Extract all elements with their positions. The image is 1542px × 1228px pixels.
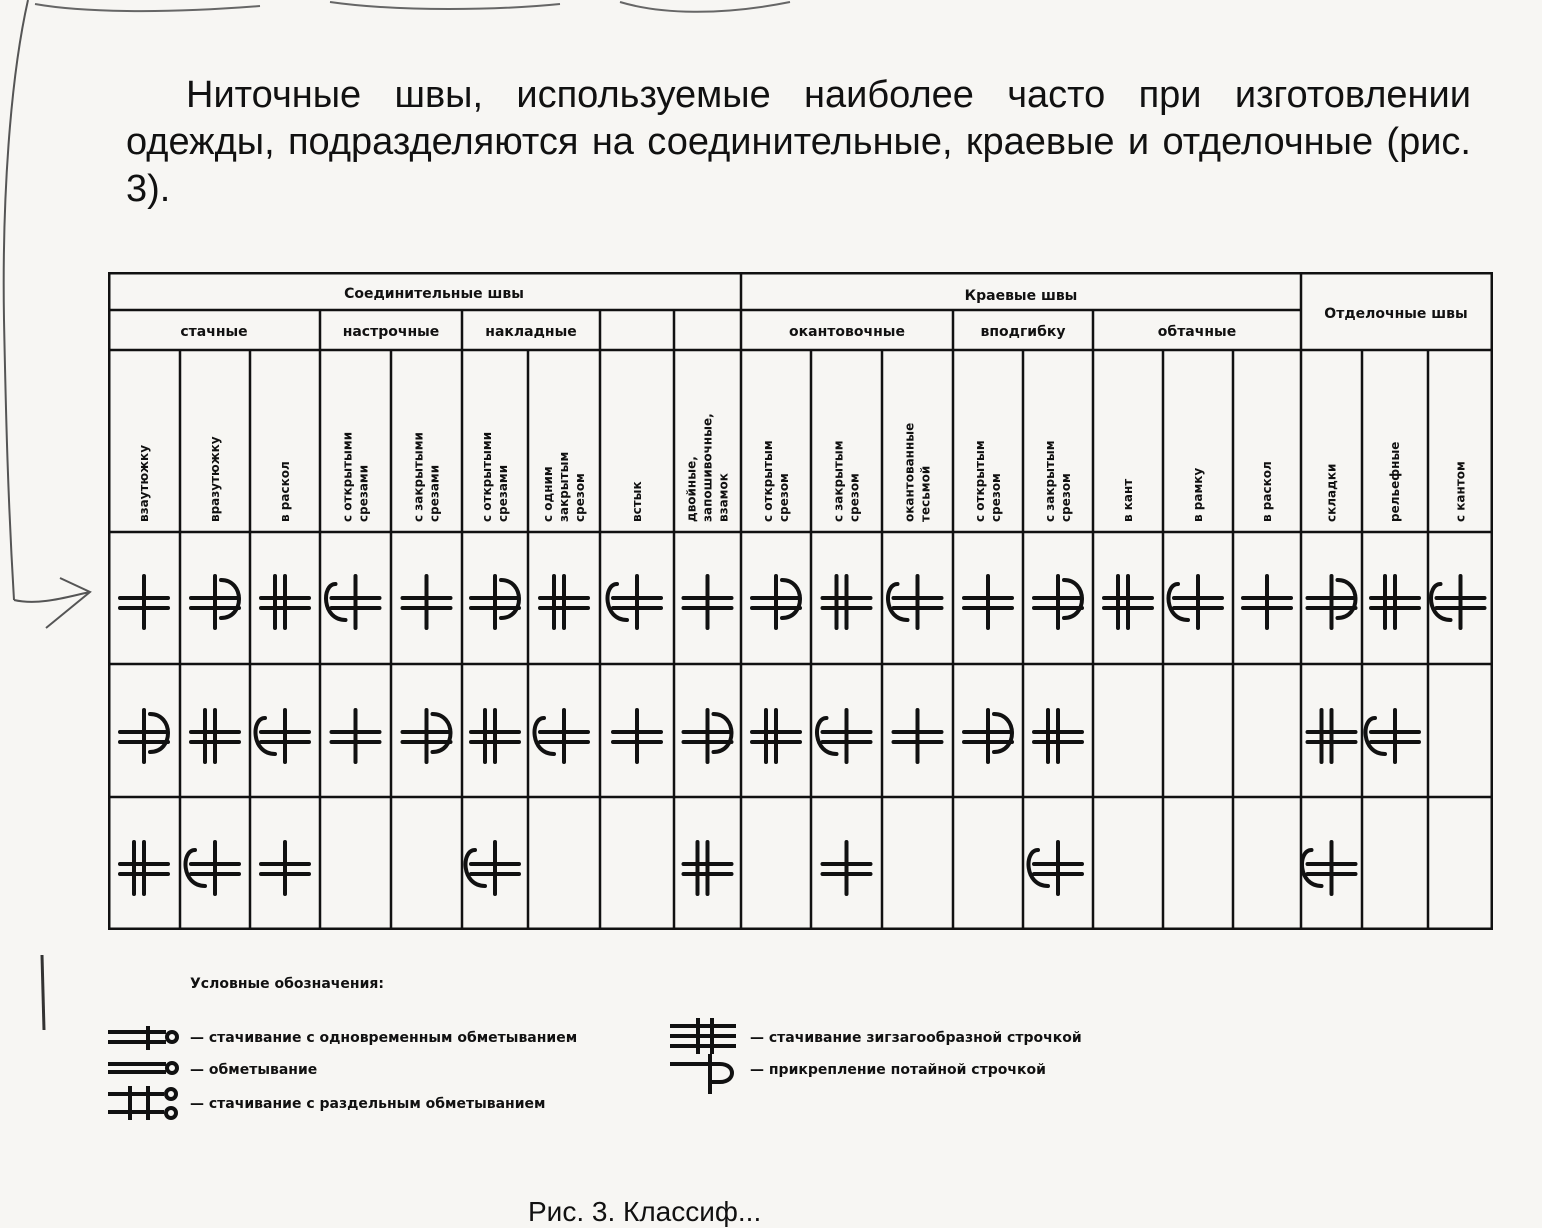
- seam-symbol-r1-c10: [752, 576, 800, 628]
- seam-symbol-r1-c3: [261, 576, 309, 628]
- stitch-separate-overlock-icon: [108, 1086, 180, 1122]
- stitch-overlock-icon: [108, 1026, 180, 1052]
- intro-paragraph: Ниточные швы, используемые наиболее часто при изготовлении одежды, подразделяются на соединительные, краевые и отделочные (рис. 3).: [126, 74, 1471, 210]
- seam-symbol-r2-c9: [684, 710, 732, 762]
- subgroup-header-obtachnye: обтачные: [1157, 324, 1237, 340]
- group-header-edge: Краевые швы: [964, 288, 1078, 304]
- legend-item-blind-stitch: — прикрепление потайной строчкой: [750, 1062, 1046, 1078]
- blind-stitch-icon: [670, 1054, 740, 1096]
- legend-item-stitch-separate-overlock: — стачивание с раздельным обметыванием: [190, 1096, 546, 1112]
- seam-symbol-r1-c5: [403, 576, 451, 628]
- group-header-finishing: Отделочные швы: [1324, 306, 1468, 322]
- column-header-1: взаутюжку: [137, 444, 151, 522]
- subgroup-header-okantovochnye: окантовочные: [789, 324, 905, 340]
- seam-symbol-r2-c5: [403, 710, 451, 762]
- column-header-11: с закрытым срезом: [831, 440, 862, 522]
- seam-symbol-r1-c20: [1431, 576, 1484, 628]
- seam-classification-table: [108, 272, 1493, 930]
- seam-symbol-r1-c4: [326, 576, 379, 628]
- seam-symbol-r1-c14: [1034, 576, 1082, 628]
- seam-symbol-r2-c1: [120, 710, 168, 762]
- seam-symbol-r2-c4: [332, 710, 380, 762]
- seam-symbol-r1-c16: [1169, 576, 1222, 628]
- seam-symbol-r1-c15: [1104, 576, 1152, 628]
- zigzag-stitch-icon: [670, 1018, 740, 1054]
- column-header-4: с открытыми срезами: [340, 431, 371, 522]
- seam-symbol-r3-c6: [466, 842, 519, 894]
- seam-symbol-r1-c12: [888, 576, 941, 628]
- seam-symbol-r2-c7: [535, 710, 588, 762]
- subgroup-header-nastrochnye: настрочные: [342, 324, 440, 340]
- seam-symbol-r2-c3: [256, 710, 309, 762]
- legend-item-overlock: — обметывание: [190, 1062, 318, 1078]
- column-header-15: в кант: [1121, 478, 1135, 522]
- subgroup-header-vpodgibku: вподгибку: [980, 324, 1066, 340]
- legend-item-stitch-overlock: — стачивание с одновременным обметыванием: [190, 1030, 578, 1046]
- seam-symbol-r1-c8: [608, 576, 661, 628]
- column-header-2: вразутюжку: [208, 436, 222, 522]
- column-header-3: в раскол: [278, 461, 292, 522]
- seam-symbol-r2-c12: [894, 710, 942, 762]
- column-header-9: двойные, запошивочные, взамок: [684, 413, 731, 522]
- seam-symbol-r1-c9: [684, 576, 732, 628]
- column-header-16: в рамку: [1191, 467, 1205, 522]
- seam-symbol-r2-c18: [1308, 710, 1356, 762]
- column-header-18: складки: [1324, 463, 1339, 522]
- overlock-icon: [108, 1058, 180, 1080]
- seam-symbol-r3-c2: [186, 842, 239, 894]
- legend-item-zigzag-stitch: — стачивание зигзагообразной строчкой: [750, 1030, 1082, 1046]
- column-header-8: встык: [630, 481, 644, 522]
- seam-symbol-r1-c2: [191, 576, 239, 628]
- legend-title: Условные обозначения:: [190, 976, 384, 992]
- seam-symbol-r2-c2: [191, 710, 239, 762]
- seam-symbol-r2-c11: [817, 710, 870, 762]
- seam-symbol-r1-c13: [964, 576, 1012, 628]
- subgroup-header-stachnye: стачные: [180, 324, 248, 340]
- seam-symbol-r2-c8: [613, 710, 661, 762]
- column-header-20: с кантом: [1453, 461, 1468, 522]
- seam-symbol-r3-c11: [823, 842, 871, 894]
- seam-symbol-r3-c9: [684, 842, 732, 894]
- column-header-6: с открытыми срезами: [480, 431, 510, 522]
- seam-symbol-r3-c18: [1302, 842, 1355, 894]
- seam-symbol-r1-c6: [471, 576, 519, 628]
- column-header-12: окантованные тесьмой: [902, 422, 933, 522]
- column-header-10: с открытым срезом: [761, 440, 791, 522]
- seam-symbol-r3-c1: [120, 842, 168, 894]
- seam-symbol-r3-c14: [1029, 842, 1082, 894]
- column-header-7: с одним закрытым срезом: [541, 451, 587, 522]
- column-header-5: с закрытыми срезами: [411, 432, 442, 522]
- seam-symbol-r2-c19: [1366, 710, 1419, 762]
- seam-symbol-r1-c19: [1371, 576, 1419, 628]
- seam-symbol-r1-c11: [823, 576, 871, 628]
- column-header-14: с закрытым срезом: [1043, 440, 1073, 522]
- seam-symbol-r2-c10: [752, 710, 800, 762]
- group-header-connecting: Соединительные швы: [344, 286, 524, 302]
- seam-symbol-r2-c14: [1034, 710, 1082, 762]
- seam-symbol-r2-c6: [471, 710, 519, 762]
- seam-symbol-r2-c13: [964, 710, 1012, 762]
- seam-symbol-r1-c7: [540, 576, 588, 628]
- seam-symbol-r3-c3: [261, 842, 309, 894]
- figure-caption: Рис. 3. Классиф...: [528, 1196, 762, 1227]
- column-header-19: рельефные: [1388, 441, 1402, 522]
- subgroup-header-nakladnye: накладные: [485, 324, 577, 340]
- column-header-17: в раскол: [1260, 461, 1274, 522]
- seam-symbol-r1-c18: [1308, 576, 1356, 628]
- seam-symbol-r1-c17: [1243, 576, 1291, 628]
- seam-symbol-r1-c1: [120, 576, 168, 628]
- column-header-13: с открытым срезом: [973, 440, 1003, 522]
